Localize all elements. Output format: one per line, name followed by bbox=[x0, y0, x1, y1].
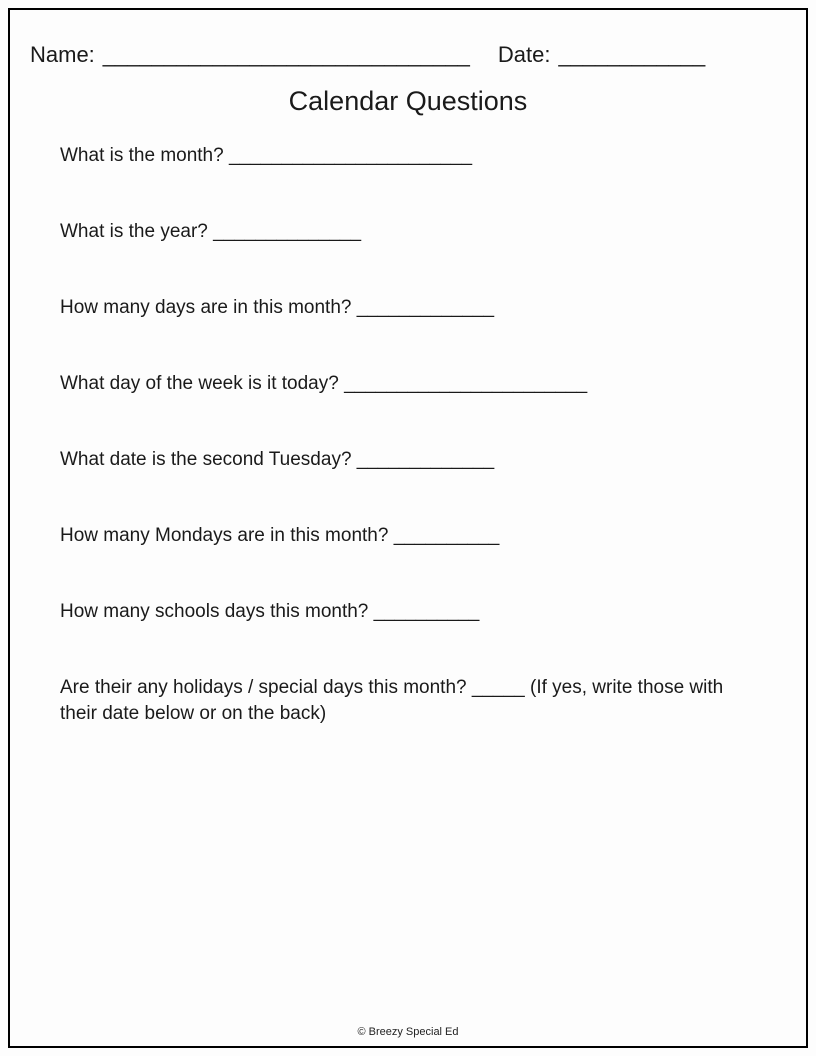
question-list bbox=[60, 143, 756, 727]
question-month: What is the month? _______________________ bbox=[60, 145, 473, 166]
name-blank-line: ______________________________ bbox=[102, 42, 470, 67]
question-school-days: How many schools days this month? __________ bbox=[60, 601, 480, 622]
question-second-tuesday: What date is the second Tuesday? _____________ bbox=[60, 449, 495, 470]
question-day-of-week: What day of the week is it today? _______________________ bbox=[60, 373, 588, 394]
date-blank-line: ____________ bbox=[558, 42, 706, 67]
worksheet-title: Calendar Questions bbox=[288, 86, 528, 116]
footer-credit: © Breezy Special Ed bbox=[357, 1026, 459, 1038]
name-label: Name: bbox=[30, 42, 95, 67]
date-label: Date: bbox=[497, 42, 551, 67]
question-year: What is the year? ______________ bbox=[60, 221, 362, 242]
header bbox=[30, 42, 806, 68]
question-mondays-count: How many Mondays are in this month? __________ bbox=[60, 525, 500, 546]
question-days-in-month: How many days are in this month? _____________ bbox=[60, 297, 495, 318]
question-holidays: Are their any holidays / special days this month? _____ (If yes, write those with their date below or on the back) bbox=[60, 677, 724, 724]
page-border-frame bbox=[8, 8, 808, 1048]
